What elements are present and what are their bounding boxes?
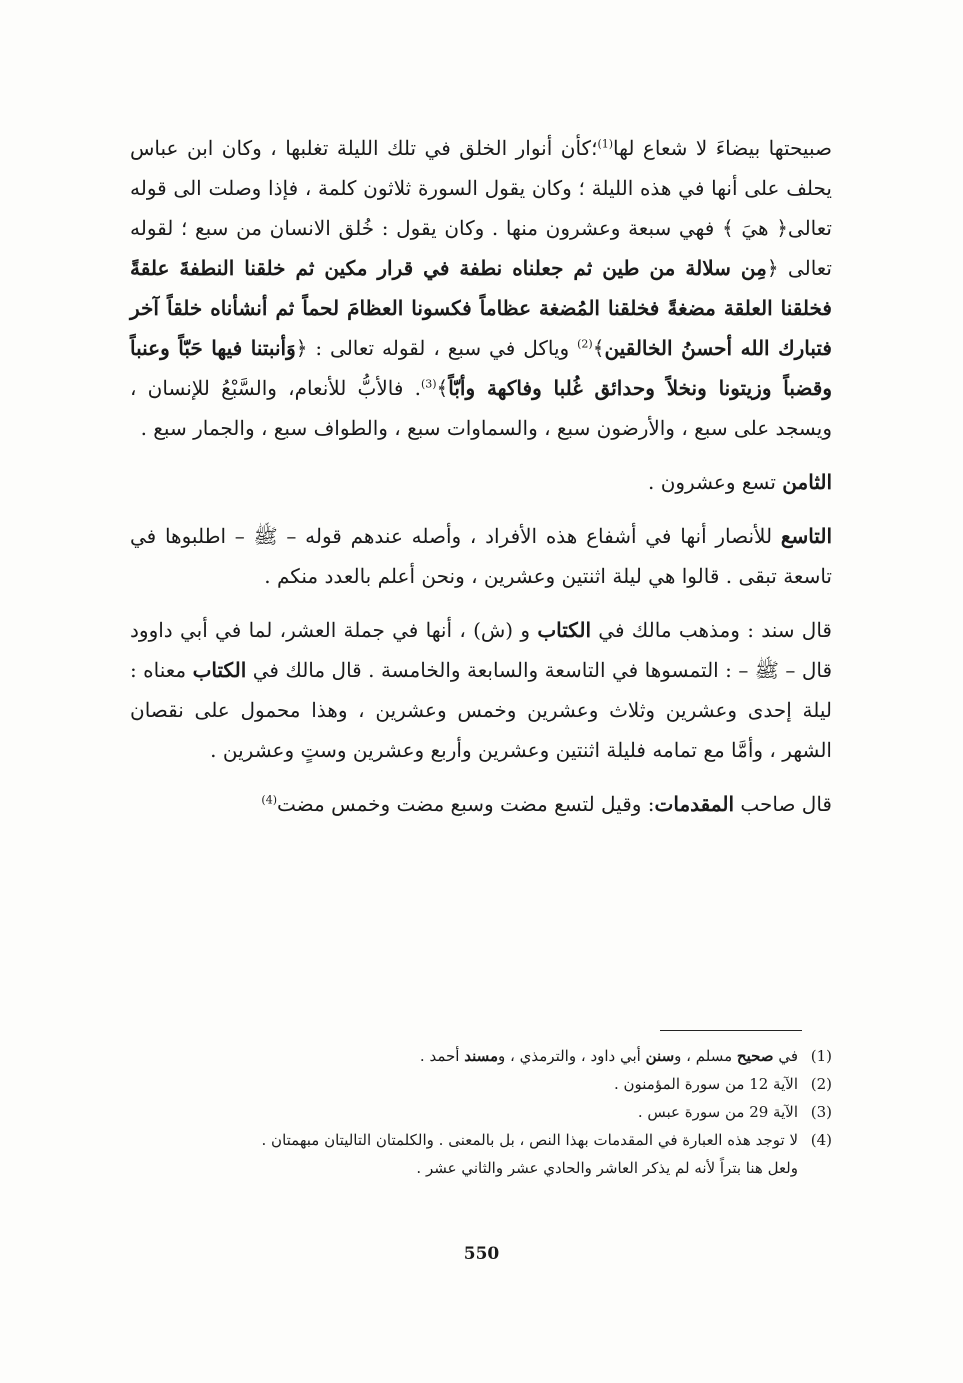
text-run: تسع وعشرون . [647, 470, 783, 494]
text-run: ﴾ [436, 376, 449, 400]
paragraph-4 [130, 610, 832, 770]
book-title: سنن [645, 1047, 675, 1065]
text-run: وياكل في سبع ، لقوله تعالى : ﴿ [295, 336, 578, 360]
paragraph-lead: التاسع [780, 524, 832, 548]
footnote-number: (3) [810, 1103, 832, 1121]
text-run: صبيحتها بيضاءَ لا شعاع لها [613, 136, 832, 160]
text-run: قال سند : ومذهب مالك في [591, 618, 832, 642]
paragraph-5 [130, 784, 832, 824]
footnote-ref-1[interactable]: (1) [597, 137, 614, 151]
text-run: أحمد . [419, 1047, 465, 1065]
paragraph-lead: الثامن [782, 470, 832, 494]
book-title: الكتاب [537, 618, 591, 642]
paragraph-3 [130, 516, 832, 596]
page-body [130, 128, 832, 838]
quran-verse: وَأنبتنا فيها حَبّاً وعنباً وقضباً وزيتونا ونخلاً وحدائق غُلبا وفاكهة وأبّاً [130, 336, 832, 400]
paragraph-2 [130, 462, 832, 502]
text-run: ؛كأن أنوار الخلق في تلك الليلة تغلبها ، وكان ابن عباس يحلف على أنها في هذه الليلة ؛ وكان يقول السورة ثلاثون كلمة ، فإذا وصلت الى قوله تعالى﴿ هيَ ﴾ فهي سبعة وعشرون منها . وكان يقول : خُلق الانسان من سبع ؛ لقوله تعالى ﴿ [130, 136, 833, 280]
page-number: 550 [463, 1244, 500, 1264]
footnote-text: لا توجد هذه العبارة في المقدمات بهذا النص ، بل بالمعنى . والكلمتان التاليتان مبهمتان . [261, 1131, 798, 1149]
footnotes [130, 1042, 832, 1182]
footnote-divider [660, 1030, 802, 1031]
book-title: صحيح [736, 1047, 774, 1065]
footnote-text: الآية 29 من سورة عبس . [637, 1103, 798, 1121]
footnote-number: (4) [810, 1131, 832, 1149]
footnote-ref-3[interactable]: (3) [420, 377, 437, 391]
text-run: في [773, 1047, 798, 1065]
text-run: مسلم ، و [674, 1047, 737, 1065]
text-run: قال صاحب [734, 792, 832, 816]
body-text [130, 128, 832, 824]
book-title: المقدمات [654, 792, 735, 816]
text-run: أبي داود ، والترمذي ، و [498, 1047, 646, 1065]
footnote-ref-4[interactable]: (4) [261, 793, 278, 807]
footnote-continuation: ولعل هنا بتراً لأنه لم يذكر العاشر والحادي عشر والثاني عشر . [416, 1159, 798, 1177]
text-run: . فالأبُّ للأنعام، والسَّبْعُ للإنسان ، ويسجد على سبع ، والأرضون سبع ، والسماوات سبع ، والطواف سبع ، والجمار سبع . [130, 376, 832, 440]
paragraph-1 [130, 128, 832, 448]
book-title: الكتاب [192, 658, 247, 682]
footnote-text: الآية 12 من سورة المؤمنون . [613, 1075, 798, 1093]
text-run: و (ش) ، أنها في جملة العشر، لما في أبي داوود قال – ﷺ – : التمسوها في التاسعة والسابعة والخامسة . قال مالك في [130, 618, 833, 682]
text-run: معناه : ليلة إحدى وعشرين وثلاث وعشرين وخمس وعشرين ، وهذا محمول على نقصان الشهر ، وأمَّا مع تمامه فليلة اثنتين وعشرين وأربع وعشرين وستٍ وعشرين . [130, 658, 832, 762]
footnote-2 [130, 1070, 832, 1098]
book-title: مسند [464, 1047, 499, 1065]
footnote-number: (2) [810, 1075, 832, 1093]
footnote-number: (1) [810, 1047, 832, 1065]
quran-verse: مِن سلالة من طين ثم جعلناه نطفة في قرار مكين ثم خلقنا النطفةَ علقةً فخلقنا العلقة مضغةً فخلقنا المُضغة عظاماً فكسونا العظامَ لحماً ثم أنشأناه خلقاً آخر فتبارك الله أحسنُ الخالقين [130, 256, 832, 360]
footnote-4 [130, 1126, 832, 1182]
text-run: : وقيل لتسع مضت وسبع مضت وخمس مضت [277, 792, 655, 816]
footnote-3 [130, 1098, 832, 1126]
text-run: ﴾ [592, 336, 605, 360]
footnote-1 [130, 1042, 832, 1070]
footnote-ref-2[interactable]: (2) [577, 337, 593, 351]
text-run: للأنصار أنها في أشفاع هذه الأفراد ، وأصله عندهم قوله – ﷺ – اطلبوها في تاسعة تبقى . قالوا هي ليلة اثنتين وعشرين ، ونحن أعلم بالعدد منكم . [130, 524, 832, 588]
